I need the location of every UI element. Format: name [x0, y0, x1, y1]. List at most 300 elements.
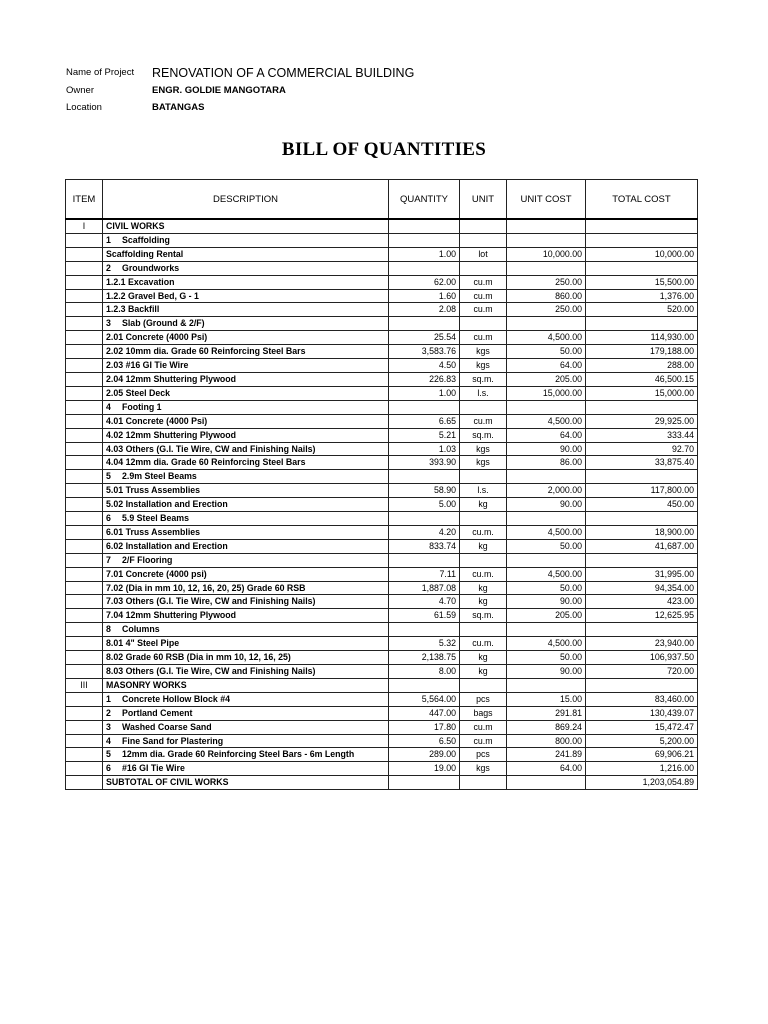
unit-cost-cell: 869.24: [507, 720, 586, 734]
unit-cell: pcs: [460, 748, 507, 762]
table-row: [66, 512, 698, 526]
description-cell: 1.2.3 Backfill: [103, 303, 389, 317]
description-cell: 4.01 Concrete (4000 Psi): [103, 414, 389, 428]
section-label: Concrete Hollow Block #4: [122, 693, 231, 704]
quantity-cell: 447.00: [389, 706, 460, 720]
total-cost-cell: 46,500.15: [586, 372, 698, 386]
item-cell: [66, 414, 103, 428]
unit-cell: [460, 776, 507, 790]
unit-cell: sq.m.: [460, 372, 507, 386]
item-cell: [66, 651, 103, 665]
quantity-cell: 19.00: [389, 762, 460, 776]
description-cell: [103, 720, 389, 734]
unit-cell: kgs: [460, 345, 507, 359]
table-row: [66, 470, 698, 484]
item-cell: [66, 581, 103, 595]
section-number: 6: [106, 763, 111, 774]
unit-cost-cell: [507, 219, 586, 233]
quantity-cell: 1.00: [389, 386, 460, 400]
table-row: [66, 553, 698, 567]
quantity-cell: 1.60: [389, 289, 460, 303]
column-header-item: ITEM: [66, 180, 103, 220]
unit-cost-cell: 64.00: [507, 359, 586, 373]
total-cost-cell: 10,000.00: [586, 247, 698, 261]
total-cost-cell: 720.00: [586, 665, 698, 679]
location-row: [66, 99, 706, 117]
unit-cell: [460, 317, 507, 331]
table-row: [66, 275, 698, 289]
project-name: RENOVATION OF A COMMERCIAL BUILDING: [152, 65, 415, 80]
total-cost-cell: 41,687.00: [586, 539, 698, 553]
total-cost-cell: 23,940.00: [586, 637, 698, 651]
table-row: [66, 289, 698, 303]
unit-cost-cell: 64.00: [507, 428, 586, 442]
total-cost-cell: 1,203,054.89: [586, 776, 698, 790]
item-cell: [66, 692, 103, 706]
section-label: Footing 1: [122, 401, 162, 412]
unit-cell: l.s.: [460, 386, 507, 400]
total-cost-cell: 1,376.00: [586, 289, 698, 303]
table-row: [66, 247, 698, 261]
total-cost-cell: 423.00: [586, 595, 698, 609]
item-cell: [66, 525, 103, 539]
owner-label: Owner: [66, 84, 94, 96]
unit-cell: bags: [460, 706, 507, 720]
description-cell: 8.03 Others (G.I. Tie Wire, CW and Finishing Nails): [103, 665, 389, 679]
total-cost-cell: [586, 233, 698, 247]
item-cell: [66, 553, 103, 567]
table-row: [66, 651, 698, 665]
unit-cell: lot: [460, 247, 507, 261]
table-row: [66, 219, 698, 233]
quantity-cell: [389, 512, 460, 526]
owner-row: [66, 82, 706, 100]
section-number: 3: [106, 318, 111, 329]
section-label: Slab (Ground & 2/F): [122, 318, 205, 329]
table-row: [66, 776, 698, 790]
unit-cell: [460, 553, 507, 567]
unit-cell: cu.m.: [460, 637, 507, 651]
description-cell: MASONRY WORKS: [103, 678, 389, 692]
item-cell: [66, 595, 103, 609]
quantity-cell: 4.50: [389, 359, 460, 373]
table-body: [66, 219, 698, 790]
section-number: 5: [106, 471, 111, 482]
quantity-cell: 3,583.76: [389, 345, 460, 359]
unit-cost-cell: [507, 678, 586, 692]
quantity-cell: 833.74: [389, 539, 460, 553]
quantity-cell: [389, 776, 460, 790]
total-cost-cell: [586, 400, 698, 414]
description-cell: [103, 762, 389, 776]
total-cost-cell: 520.00: [586, 303, 698, 317]
document-title: BILL OF QUANTITIES: [281, 139, 487, 160]
section-label: Fine Sand for Plastering: [122, 735, 224, 746]
location-name: BATANGAS: [152, 102, 205, 114]
description-cell: 4.02 12mm Shuttering Plywood: [103, 428, 389, 442]
quantity-cell: [389, 219, 460, 233]
quantity-cell: 58.90: [389, 484, 460, 498]
item-cell: [66, 484, 103, 498]
column-header-unit: UNIT: [460, 180, 507, 220]
item-cell: [66, 734, 103, 748]
description-cell: 6.01 Truss Assemblies: [103, 525, 389, 539]
description-cell: [103, 706, 389, 720]
unit-cell: [460, 400, 507, 414]
description-cell: [103, 623, 389, 637]
total-cost-cell: [586, 553, 698, 567]
quantity-cell: 393.90: [389, 456, 460, 470]
quantity-cell: 2.08: [389, 303, 460, 317]
unit-cell: cu.m: [460, 289, 507, 303]
description-cell: 6.02 Installation and Erection: [103, 539, 389, 553]
description-cell: 7.04 12mm Shuttering Plywood: [103, 609, 389, 623]
unit-cost-cell: 90.00: [507, 595, 586, 609]
description-cell: [103, 748, 389, 762]
table-row: [66, 359, 698, 373]
quantity-cell: 226.83: [389, 372, 460, 386]
item-cell: [66, 498, 103, 512]
quantity-cell: [389, 317, 460, 331]
unit-cell: [460, 233, 507, 247]
table-row: [66, 581, 698, 595]
total-cost-cell: 94,354.00: [586, 581, 698, 595]
quantity-cell: 25.54: [389, 331, 460, 345]
unit-cell: kg: [460, 651, 507, 665]
table-row: [66, 762, 698, 776]
quantity-cell: 61.59: [389, 609, 460, 623]
quantity-cell: [389, 233, 460, 247]
item-cell: [66, 233, 103, 247]
description-cell: 1.2.2 Gravel Bed, G - 1: [103, 289, 389, 303]
item-cell: [66, 275, 103, 289]
section-number: 2: [106, 262, 111, 273]
unit-cell: [460, 512, 507, 526]
unit-cost-cell: 15,000.00: [507, 386, 586, 400]
table-row: [66, 498, 698, 512]
description-cell: 2.04 12mm Shuttering Plywood: [103, 372, 389, 386]
quantity-cell: [389, 261, 460, 275]
quantity-cell: 6.65: [389, 414, 460, 428]
item-cell: [66, 261, 103, 275]
total-cost-cell: 106,937.50: [586, 651, 698, 665]
unit-cost-cell: [507, 512, 586, 526]
total-cost-cell: [586, 512, 698, 526]
quantity-cell: 4.70: [389, 595, 460, 609]
unit-cost-cell: 800.00: [507, 734, 586, 748]
section-number: 4: [106, 401, 111, 412]
unit-cell: kgs: [460, 442, 507, 456]
table-row: [66, 623, 698, 637]
table-row: [66, 303, 698, 317]
table-row: [66, 414, 698, 428]
section-label: 2.9m Steel Beams: [122, 471, 197, 482]
total-cost-cell: 31,995.00: [586, 567, 698, 581]
unit-cost-cell: 241.89: [507, 748, 586, 762]
unit-cell: kg: [460, 581, 507, 595]
quantity-cell: 17.80: [389, 720, 460, 734]
column-header-unit-cost: UNIT COST: [507, 180, 586, 220]
total-cost-cell: [586, 470, 698, 484]
unit-cell: cu.m: [460, 414, 507, 428]
unit-cost-cell: 250.00: [507, 303, 586, 317]
total-cost-cell: 130,439.07: [586, 706, 698, 720]
item-cell: [66, 289, 103, 303]
bill-of-quantities-table: [65, 179, 698, 790]
section-label: Portland Cement: [122, 707, 193, 718]
description-cell: 7.02 (Dia in mm 10, 12, 16, 20, 25) Grade 60 RSB: [103, 581, 389, 595]
total-cost-cell: 18,900.00: [586, 525, 698, 539]
table-row: [66, 428, 698, 442]
total-cost-cell: 179,188.00: [586, 345, 698, 359]
description-cell: [103, 734, 389, 748]
unit-cost-cell: [507, 553, 586, 567]
total-cost-cell: 29,925.00: [586, 414, 698, 428]
description-cell: 2.02 10mm dia. Grade 60 Reinforcing Steel Bars: [103, 345, 389, 359]
total-cost-cell: 333.44: [586, 428, 698, 442]
total-cost-cell: 12,625.95: [586, 609, 698, 623]
item-cell: [66, 372, 103, 386]
section-number: 8: [106, 624, 111, 635]
quantity-cell: 8.00: [389, 665, 460, 679]
table-row: [66, 386, 698, 400]
project-label: Name of Project: [66, 67, 135, 79]
unit-cost-cell: 50.00: [507, 539, 586, 553]
section-label: 2/F Flooring: [122, 554, 173, 565]
description-cell: [103, 512, 389, 526]
unit-cost-cell: 4,500.00: [507, 637, 586, 651]
section-label: Scaffolding: [122, 234, 170, 245]
table-row: [66, 317, 698, 331]
item-cell: [66, 428, 103, 442]
table-row: [66, 233, 698, 247]
description-cell: [103, 553, 389, 567]
description-cell: CIVIL WORKS: [103, 219, 389, 233]
owner-name: ENGR. GOLDIE MANGOTARA: [152, 84, 286, 96]
unit-cell: sq.m.: [460, 428, 507, 442]
unit-cost-cell: 90.00: [507, 442, 586, 456]
description-cell: 8.02 Grade 60 RSB (Dia in mm 10, 12, 16, 25): [103, 651, 389, 665]
section-number: 7: [106, 554, 111, 565]
unit-cell: kgs: [460, 762, 507, 776]
total-cost-cell: 450.00: [586, 498, 698, 512]
quantity-cell: 5.21: [389, 428, 460, 442]
total-cost-cell: 69,906.21: [586, 748, 698, 762]
unit-cell: cu.m: [460, 275, 507, 289]
item-cell: [66, 623, 103, 637]
item-cell: I: [66, 219, 103, 233]
description-cell: 5.01 Truss Assemblies: [103, 484, 389, 498]
unit-cell: kg: [460, 665, 507, 679]
unit-cost-cell: 2,000.00: [507, 484, 586, 498]
item-cell: [66, 637, 103, 651]
unit-cost-cell: 15.00: [507, 692, 586, 706]
unit-cost-cell: [507, 261, 586, 275]
table-row: [66, 484, 698, 498]
section-label: 5.9 Steel Beams: [122, 513, 189, 524]
total-cost-cell: 83,460.00: [586, 692, 698, 706]
item-cell: [66, 609, 103, 623]
unit-cost-cell: 4,500.00: [507, 525, 586, 539]
unit-cost-cell: 250.00: [507, 275, 586, 289]
unit-cell: l.s.: [460, 484, 507, 498]
unit-cell: cu.m: [460, 734, 507, 748]
quantity-cell: [389, 623, 460, 637]
total-cost-cell: [586, 219, 698, 233]
description-cell: [103, 692, 389, 706]
section-number: 1: [106, 693, 111, 704]
item-cell: [66, 748, 103, 762]
total-cost-cell: 288.00: [586, 359, 698, 373]
unit-cell: [460, 219, 507, 233]
unit-cost-cell: [507, 233, 586, 247]
section-number: 6: [106, 513, 111, 524]
table-row: [66, 400, 698, 414]
unit-cell: sq.m.: [460, 609, 507, 623]
item-cell: [66, 345, 103, 359]
item-cell: [66, 456, 103, 470]
unit-cost-cell: 90.00: [507, 498, 586, 512]
unit-cell: [460, 470, 507, 484]
table-row: [66, 261, 698, 275]
table-row: [66, 720, 698, 734]
item-cell: [66, 512, 103, 526]
table-row: [66, 567, 698, 581]
unit-cell: cu.m: [460, 331, 507, 345]
total-cost-cell: 114,930.00: [586, 331, 698, 345]
unit-cost-cell: 50.00: [507, 581, 586, 595]
quantity-cell: 62.00: [389, 275, 460, 289]
description-cell: 7.03 Others (G.I. Tie Wire, CW and Finishing Nails): [103, 595, 389, 609]
section-label: 12mm dia. Grade 60 Reinforcing Steel Bars - 6m Length: [122, 749, 355, 760]
description-cell: 1.2.1 Excavation: [103, 275, 389, 289]
total-cost-cell: 15,000.00: [586, 386, 698, 400]
item-cell: [66, 317, 103, 331]
item-cell: III: [66, 678, 103, 692]
table-row: [66, 609, 698, 623]
unit-cell: cu.m.: [460, 525, 507, 539]
unit-cell: cu.m: [460, 303, 507, 317]
item-cell: [66, 470, 103, 484]
item-cell: [66, 331, 103, 345]
unit-cost-cell: [507, 317, 586, 331]
item-cell: [66, 706, 103, 720]
quantity-cell: 4.20: [389, 525, 460, 539]
item-cell: [66, 303, 103, 317]
total-cost-cell: [586, 678, 698, 692]
quantity-cell: 1.03: [389, 442, 460, 456]
item-cell: [66, 539, 103, 553]
unit-cell: [460, 678, 507, 692]
unit-cost-cell: 10,000.00: [507, 247, 586, 261]
quantity-cell: 1.00: [389, 247, 460, 261]
unit-cost-cell: 860.00: [507, 289, 586, 303]
section-label: Groundworks: [122, 262, 180, 273]
description-cell: [103, 400, 389, 414]
section-label: Columns: [122, 624, 160, 635]
project-row: [66, 64, 706, 82]
description-cell: 2.03 #16 GI Tie Wire: [103, 359, 389, 373]
table-row: [66, 637, 698, 651]
column-header-total-cost: TOTAL COST: [586, 180, 698, 220]
quantity-cell: [389, 553, 460, 567]
table-row: [66, 442, 698, 456]
quantity-cell: [389, 400, 460, 414]
section-label: Washed Coarse Sand: [122, 721, 212, 732]
table-row: [66, 692, 698, 706]
total-cost-cell: 15,500.00: [586, 275, 698, 289]
unit-cell: kg: [460, 595, 507, 609]
unit-cost-cell: 90.00: [507, 665, 586, 679]
unit-cell: cu.m: [460, 720, 507, 734]
item-cell: [66, 442, 103, 456]
table-row: [66, 372, 698, 386]
section-number: 2: [106, 707, 111, 718]
total-cost-cell: 15,472.47: [586, 720, 698, 734]
description-cell: SUBTOTAL OF CIVIL WORKS: [103, 776, 389, 790]
description-cell: 8.01 4" Steel Pipe: [103, 637, 389, 651]
item-cell: [66, 762, 103, 776]
description-cell: 2.01 Concrete (4000 Psi): [103, 331, 389, 345]
table-row: [66, 665, 698, 679]
table-row: [66, 595, 698, 609]
unit-cell: kg: [460, 539, 507, 553]
table-row: [66, 525, 698, 539]
table-row: [66, 706, 698, 720]
total-cost-cell: 5,200.00: [586, 734, 698, 748]
total-cost-cell: 33,875.40: [586, 456, 698, 470]
description-cell: 2.05 Steel Deck: [103, 386, 389, 400]
unit-cost-cell: 50.00: [507, 651, 586, 665]
description-cell: 4.03 Others (G.I. Tie Wire, CW and Finishing Nails): [103, 442, 389, 456]
total-cost-cell: 1,216.00: [586, 762, 698, 776]
description-cell: 5.02 Installation and Erection: [103, 498, 389, 512]
unit-cost-cell: 4,500.00: [507, 567, 586, 581]
quantity-cell: [389, 678, 460, 692]
section-number: 4: [106, 735, 111, 746]
quantity-cell: 5,564.00: [389, 692, 460, 706]
unit-cost-cell: [507, 776, 586, 790]
unit-cell: pcs: [460, 692, 507, 706]
unit-cell: kgs: [460, 456, 507, 470]
quantity-cell: [389, 470, 460, 484]
table-header-row: [66, 180, 698, 220]
section-label: #16 GI Tie Wire: [122, 763, 185, 774]
total-cost-cell: [586, 261, 698, 275]
section-number: 3: [106, 721, 111, 732]
quantity-cell: 289.00: [389, 748, 460, 762]
quantity-cell: 2,138.75: [389, 651, 460, 665]
quantity-cell: 6.50: [389, 734, 460, 748]
quantity-cell: 5.32: [389, 637, 460, 651]
unit-cost-cell: [507, 623, 586, 637]
unit-cost-cell: [507, 400, 586, 414]
item-cell: [66, 386, 103, 400]
table-row: [66, 678, 698, 692]
section-number: 1: [106, 234, 111, 245]
table-row: [66, 734, 698, 748]
item-cell: [66, 776, 103, 790]
unit-cost-cell: 291.81: [507, 706, 586, 720]
column-header-description: DESCRIPTION: [103, 180, 389, 220]
description-cell: [103, 233, 389, 247]
unit-cost-cell: 4,500.00: [507, 414, 586, 428]
item-cell: [66, 665, 103, 679]
unit-cell: [460, 623, 507, 637]
section-number: 5: [106, 749, 111, 760]
quantity-cell: 5.00: [389, 498, 460, 512]
unit-cost-cell: 50.00: [507, 345, 586, 359]
